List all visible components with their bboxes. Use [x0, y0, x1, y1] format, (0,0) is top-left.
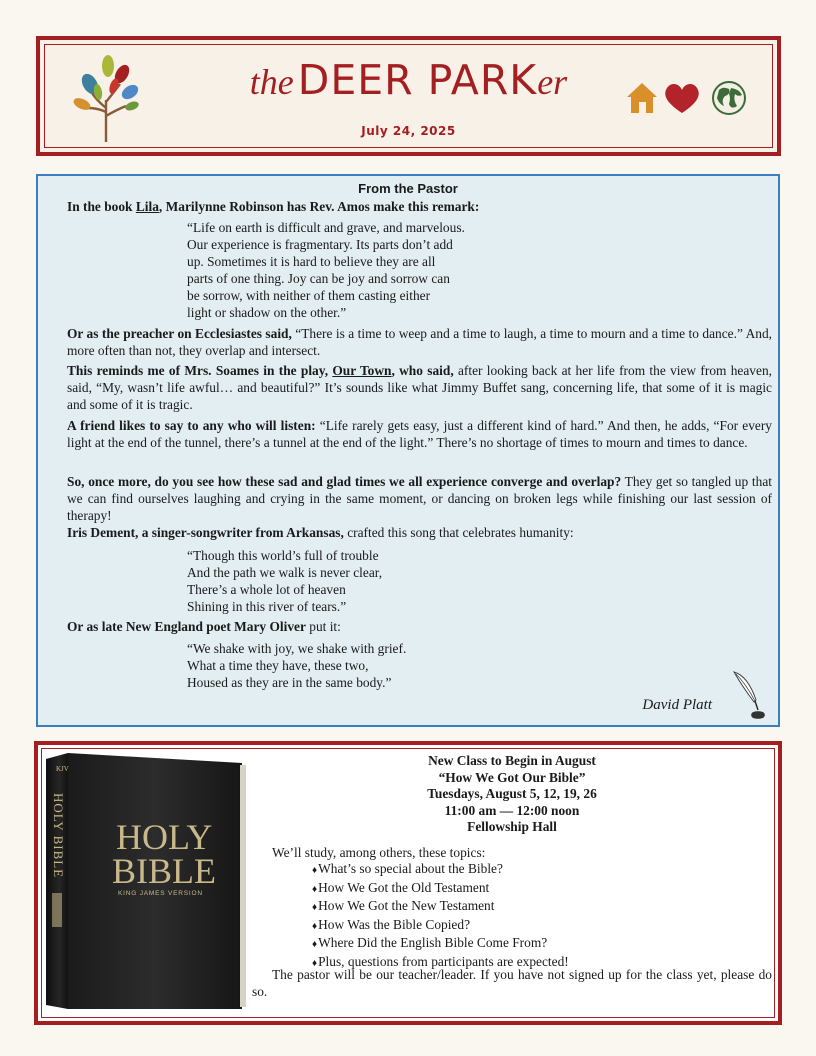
topic-list — [312, 861, 569, 972]
p3-lead-2: , who said, — [391, 363, 454, 378]
list-item: ♦ What’s so special about the Bible? — [312, 861, 569, 880]
pastor-paragraph-2 — [38, 326, 772, 360]
list-item: ♦ How We Got the Old Testament — [312, 880, 569, 899]
book-spine-title: HOLY BIBLE — [51, 793, 66, 879]
p2-rest: “There is a time to weep and a time to laugh, a time to mourn and a time to dance.” And, more often than not, they overlap and intersect. — [67, 326, 772, 358]
pastor-paragraph-5 — [38, 474, 772, 524]
class-title: “How We Got Our Bible” — [438, 769, 586, 785]
class-intro: We’ll study, among others, these topics: — [272, 845, 486, 860]
book-cover-line-1: HOLY — [116, 817, 213, 857]
p2-lead: Or as the preacher on Ecclesiastes said, — [67, 326, 292, 341]
class-announcement — [34, 741, 782, 1025]
list-item: ♦ How Was the Bible Copied? — [312, 917, 569, 936]
p4-lead: A friend likes to say to any who will listen: — [67, 418, 316, 433]
list-item: ♦ Plus, questions from participants are expected! — [312, 954, 569, 973]
p1-book-title: Lila — [135, 199, 159, 214]
quote-line: parts of one thing. Joy can be joy and sorrow can — [187, 271, 450, 286]
quill-pen-icon — [732, 670, 766, 722]
quote-line: Shining in this river of tears.” — [187, 599, 347, 614]
masthead — [36, 36, 781, 156]
p3-play-title: Our Town — [332, 363, 392, 378]
p6-rest: crafted this song that celebrates humanity: — [343, 525, 574, 540]
book-cover-line-2: BIBLE — [112, 851, 216, 891]
quote-line: be sorrow, with neither of them casting either — [187, 288, 431, 303]
issue-date: July 24, 2025 — [361, 124, 456, 138]
book-cover-subtitle: KING JAMES VERSION — [118, 890, 203, 897]
p5-lead: So, once more, do you see how these sad and glad times we all experience converge and overlap? — [67, 474, 622, 489]
p7-rest: put it: — [305, 619, 341, 634]
title-main: DEER PARK — [297, 56, 538, 104]
quote-line: up. Sometimes it is hard to believe they are all — [187, 254, 436, 269]
quote-line: Our experience is fragmentary. Its parts don’t add — [187, 237, 453, 252]
p5-rest: They get so tangled up that we can find ourselves laughing and crying in the same moment, or dancing on broken legs while finishing our last session of therapy! — [67, 474, 772, 523]
pastor-paragraph-3 — [38, 363, 772, 413]
house-icon — [627, 83, 657, 113]
p1-lead: In the book — [67, 199, 136, 214]
quote-line: “We shake with joy, we shake with grief. — [187, 641, 407, 656]
quote-line: “Though this world’s full of trouble — [187, 548, 379, 563]
p4-rest: “Life rarely gets easy, just a different kind of hard.” And then, he adds, “For every light at the end of the tunnel, there’s a tunnel at the end of the light.” There’s no shortage of times to mourn and times to dance. — [67, 418, 772, 450]
pastor-signature: David Platt — [642, 697, 712, 713]
pastor-column — [36, 174, 780, 727]
class-time: 11:00 am — 12:00 noon — [444, 802, 580, 818]
p7-lead: Or as late New England poet Mary Oliver — [67, 619, 306, 634]
p3-lead: This reminds me of Mrs. Soames in the play, — [67, 363, 333, 378]
pastor-heading: From the Pastor — [358, 181, 458, 196]
title-suffix: er — [537, 62, 568, 102]
class-location: Fellowship Hall — [467, 819, 557, 834]
heart-icon — [665, 84, 699, 113]
p6-lead: Iris Dement, a singer-songwriter from Arkansas, — [67, 525, 344, 540]
class-heading-line: New Class to Begin in August — [428, 753, 596, 768]
masthead-icons — [625, 80, 749, 116]
quote-dement — [187, 547, 382, 615]
quote-robinson — [187, 219, 465, 321]
quote-oliver — [187, 640, 406, 691]
quote-line: There’s a whole lot of heaven — [187, 582, 346, 597]
class-closing: The pastor will be our teacher/leader. If you have not signed up for the class yet, please do so. — [252, 967, 772, 999]
quote-line: light or shadow on the other.” — [187, 305, 347, 320]
class-dates: Tuesdays, August 5, 12, 19, 26 — [427, 786, 597, 801]
quote-line: “Life on earth is difficult and grave, and marvelous. — [187, 220, 465, 235]
list-item: ♦ How We Got the New Testament — [312, 898, 569, 917]
p1-rest: , Marilynne Robinson has Rev. Amos make this remark: — [158, 199, 480, 214]
p3-rest: after looking back at her life from the view from heaven, said, “My, wasn’t life awful… and beautiful?” It’s sounds like what Jimmy Buffet sang, concerning life, that some of it is magic and some of it is tragic. — [67, 363, 772, 412]
book-spine-top: KJV — [56, 765, 69, 773]
globe-icon — [713, 82, 745, 114]
pastor-paragraph-6 — [38, 525, 772, 542]
class-heading — [250, 753, 774, 836]
title-prefix: the — [249, 62, 294, 102]
pastor-paragraph-1 — [67, 199, 772, 216]
pastor-paragraph-7 — [38, 619, 772, 636]
holy-bible-image — [46, 753, 246, 1009]
pastor-paragraph-4 — [38, 418, 772, 452]
quote-line: What a time they have, these two, — [187, 658, 369, 673]
quote-line: And the path we walk is never clear, — [187, 565, 383, 580]
list-item: ♦ Where Did the English Bible Come From? — [312, 935, 569, 954]
quote-line: Housed as they are in the same body.” — [187, 675, 392, 690]
